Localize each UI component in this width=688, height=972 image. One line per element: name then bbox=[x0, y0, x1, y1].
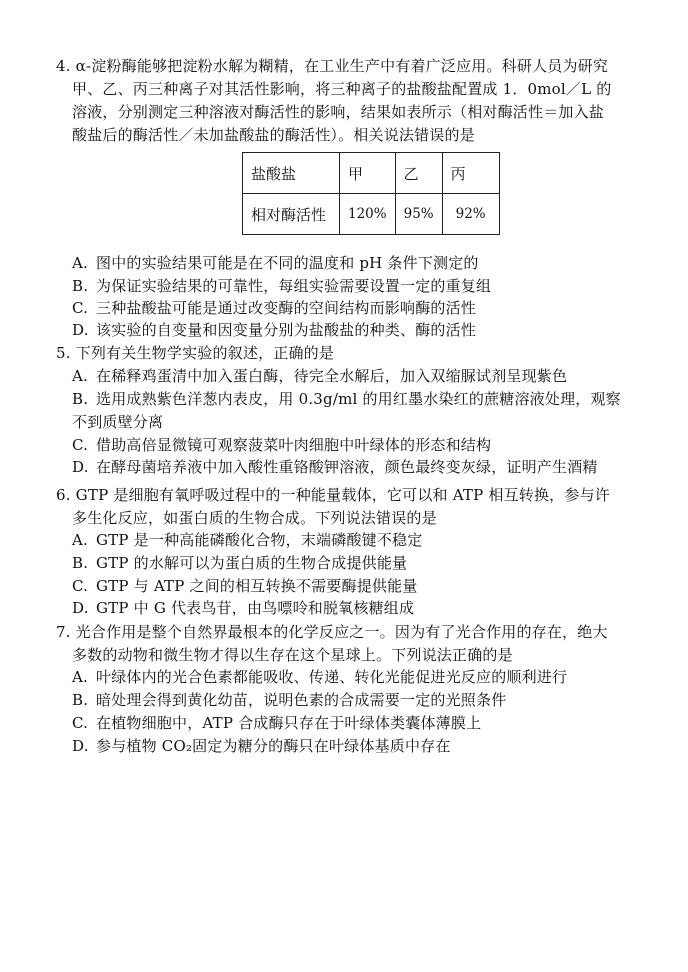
option-label: C. bbox=[72, 714, 89, 732]
q7-stem-line-1: 7. 光合作用是整个自然界最根本的化学反应之一。因为有了光合作用的存在，绝大 bbox=[56, 623, 608, 641]
table-cell: 95% bbox=[395, 194, 442, 235]
q4-stem-line-2: 甲、乙、丙三种离子对其活性影响，将三种离子的盐酸盐配置成 1．0mol／L 的 bbox=[72, 80, 612, 98]
q4-stem-line-3: 溶液，分别测定三种溶液对酶活性的影响，结果如表所示（相对酶活性＝加入盐 bbox=[72, 103, 605, 121]
option-text: 三种盐酸盐可能是通过改变酶的空间结构而影响酶的活性 bbox=[96, 299, 477, 317]
q7-option-a[interactable] bbox=[72, 667, 567, 687]
option-label: C. bbox=[72, 577, 89, 595]
q7-option-b[interactable] bbox=[72, 690, 506, 710]
q6-stem-line-1: 6. GTP 是细胞有氧呼吸过程中的一种能量载体，它可以和 ATP 相互转换，参与许 bbox=[56, 486, 610, 504]
option-label: D. bbox=[72, 599, 89, 617]
q4-option-c[interactable] bbox=[72, 298, 476, 318]
q4-stem-line-4: 酸盐后的酶活性／未加盐酸盐的酶活性）。相关说法错误的是 bbox=[72, 126, 475, 144]
option-label: B. bbox=[72, 277, 89, 295]
table-header-cell: 乙 bbox=[395, 153, 442, 194]
option-label: A. bbox=[72, 254, 89, 272]
option-text: 借助高倍显微镜可观察菠菜叶肉细胞中叶绿体的形态和结构 bbox=[96, 436, 492, 454]
enzyme-activity-table bbox=[242, 152, 500, 235]
table-cell: 92% bbox=[442, 194, 499, 235]
q5-option-b-continued: 不到质壁分离 bbox=[72, 413, 164, 431]
table-cell: 相对酶活性 bbox=[243, 194, 340, 235]
option-label: B. bbox=[72, 691, 89, 709]
q6-stem-line-2: 多生化反应，如蛋白质的生物合成。下列说法错误的是 bbox=[72, 509, 437, 527]
q4-option-a[interactable] bbox=[72, 253, 479, 273]
q4-option-b[interactable] bbox=[72, 276, 491, 296]
option-label: C. bbox=[72, 436, 89, 454]
option-text: 叶绿体内的光合色素都能吸收、传递、转化光能促进光反应的顺利进行 bbox=[96, 668, 568, 686]
q6-option-b[interactable] bbox=[72, 553, 407, 573]
option-text: GTP 与 ATP 之间的相互转换不需要酶提供能量 bbox=[96, 577, 418, 595]
q6-option-a[interactable] bbox=[72, 530, 422, 550]
option-label: A. bbox=[72, 367, 89, 385]
option-label: B. bbox=[72, 390, 89, 408]
q5-option-c[interactable] bbox=[72, 435, 491, 455]
option-label: B. bbox=[72, 554, 89, 572]
option-text: 选用成熟紫色洋葱内表皮，用 0.3g/ml 的用红墨水染红的蔗糖溶液处理，观察 bbox=[96, 390, 621, 408]
q7-option-d[interactable] bbox=[72, 736, 451, 756]
q5-option-b[interactable] bbox=[72, 389, 621, 409]
option-label: D. bbox=[72, 458, 89, 476]
q4-option-d[interactable] bbox=[72, 320, 476, 340]
option-label: D. bbox=[72, 737, 89, 755]
q7-stem-line-2: 多数的动物和微生物才得以生存在这个星球上。下列说法正确的是 bbox=[72, 646, 513, 664]
q6-option-d[interactable] bbox=[72, 598, 414, 618]
option-label: A. bbox=[72, 668, 89, 686]
q6-option-c[interactable] bbox=[72, 576, 418, 596]
option-label: A. bbox=[72, 531, 89, 549]
option-text: 在酵母菌培养液中加入酸性重铬酸钾溶液，颜色最终变灰绿，证明产生酒精 bbox=[96, 458, 598, 476]
option-text: GTP 中 G 代表鸟苷，由鸟嘌呤和脱氧核糖组成 bbox=[96, 599, 415, 617]
option-text: 参与植物 CO₂固定为糖分的酶只在叶绿体基质中存在 bbox=[96, 737, 451, 755]
q7-option-c[interactable] bbox=[72, 713, 481, 733]
q4-stem-line-1: 4. α-淀粉酶能够把淀粉水解为糊精，在工业生产中有着广泛应用。科研人员为研究 bbox=[56, 57, 609, 75]
table-row bbox=[243, 194, 500, 235]
table-row bbox=[243, 153, 500, 194]
q5-stem: 5. 下列有关生物学实验的叙述，正确的是 bbox=[56, 344, 335, 362]
option-label: D. bbox=[72, 321, 89, 339]
option-text: 暗处理会得到黄化幼苗，说明色素的合成需要一定的光照条件 bbox=[96, 691, 507, 709]
table-header-cell: 丙 bbox=[442, 153, 499, 194]
option-text: GTP 是一种高能磷酸化合物，末端磷酸键不稳定 bbox=[96, 531, 423, 549]
option-text: 在稀释鸡蛋清中加入蛋白酶，待完全水解后，加入双缩脲试剂呈现紫色 bbox=[96, 367, 568, 385]
q5-option-a[interactable] bbox=[72, 366, 567, 386]
table-header-cell: 盐酸盐 bbox=[243, 153, 340, 194]
option-label: C. bbox=[72, 299, 89, 317]
option-text: 图中的实验结果可能是在不同的温度和 pH 条件下测定的 bbox=[96, 254, 479, 272]
option-text: 该实验的自变量和因变量分别为盐酸盐的种类、酶的活性 bbox=[96, 321, 477, 339]
table-cell: 120% bbox=[340, 194, 396, 235]
table-header-cell: 甲 bbox=[340, 153, 396, 194]
option-text: GTP 的水解可以为蛋白质的生物合成提供能量 bbox=[96, 554, 408, 572]
q5-option-d[interactable] bbox=[72, 457, 598, 477]
option-text: 为保证实验结果的可靠性，每组实验需要设置一定的重复组 bbox=[96, 277, 492, 295]
option-text: 在植物细胞中，ATP 合成酶只存在于叶绿体类囊体薄膜上 bbox=[96, 714, 482, 732]
